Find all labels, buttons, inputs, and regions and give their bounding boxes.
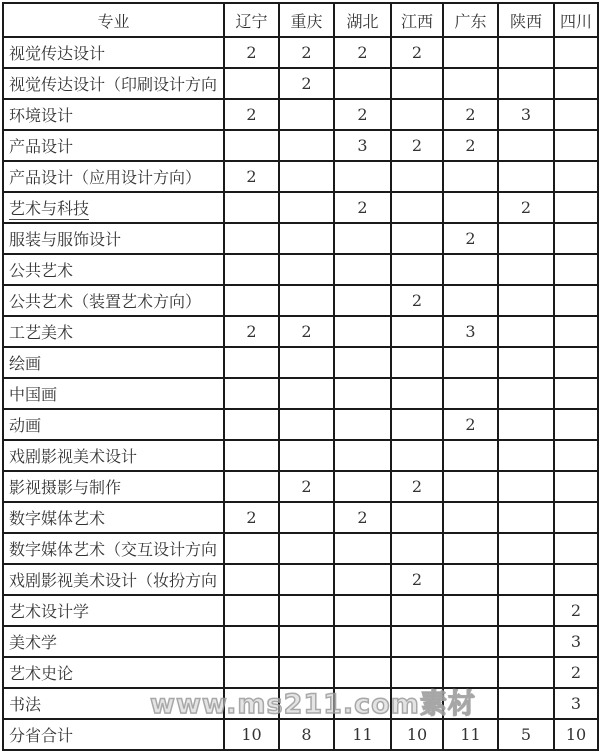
value-cell (498, 37, 554, 68)
major-cell: 美术学 (3, 626, 224, 657)
table-row (3, 502, 598, 533)
value-cell (443, 471, 498, 502)
value-cell (443, 68, 498, 99)
value-cell (498, 347, 554, 378)
table-row (3, 626, 598, 657)
value-cell (443, 626, 498, 657)
table-row (3, 68, 598, 99)
value-cell (391, 657, 443, 688)
value-cell (498, 130, 554, 161)
major-cell: 视觉传达设计 (3, 37, 224, 68)
value-cell (224, 440, 279, 471)
table-row (3, 595, 598, 626)
value-cell: 2 (443, 130, 498, 161)
value-cell (554, 99, 598, 130)
value-cell (279, 564, 334, 595)
value-cell: 2 (279, 316, 334, 347)
value-cell (279, 223, 334, 254)
table-row (3, 688, 598, 719)
table-row (3, 99, 598, 130)
table-row (3, 130, 598, 161)
value-cell (443, 688, 498, 719)
major-cell: 工艺美术 (3, 316, 224, 347)
value-cell: 10 (224, 719, 279, 750)
major-cell: 视觉传达设计（印刷设计方向 (3, 68, 224, 99)
value-cell (224, 254, 279, 285)
value-cell (391, 502, 443, 533)
table-row (3, 533, 598, 564)
value-cell (554, 285, 598, 316)
value-cell (279, 285, 334, 316)
value-cell (443, 440, 498, 471)
major-cell: 中国画 (3, 378, 224, 409)
value-cell (334, 533, 391, 564)
value-cell: 2 (279, 68, 334, 99)
value-cell: 2 (224, 161, 279, 192)
value-cell (279, 254, 334, 285)
value-cell: 5 (498, 719, 554, 750)
value-cell (554, 378, 598, 409)
value-cell (334, 347, 391, 378)
table-row (3, 378, 598, 409)
header-province-liaoning: 辽宁 (224, 3, 279, 37)
value-cell (224, 285, 279, 316)
value-cell: 2 (279, 37, 334, 68)
value-cell (443, 347, 498, 378)
value-cell (554, 37, 598, 68)
value-cell (554, 440, 598, 471)
value-cell (334, 471, 391, 502)
site-watermark: www.ms211.com素材 (150, 689, 476, 720)
table-row (3, 285, 598, 316)
value-cell: 2 (391, 285, 443, 316)
value-cell: 10 (391, 719, 443, 750)
value-cell: 2 (224, 37, 279, 68)
value-cell (391, 688, 443, 719)
table-row (3, 37, 598, 68)
value-cell (334, 254, 391, 285)
value-cell (279, 440, 334, 471)
value-cell (391, 254, 443, 285)
value-cell (498, 161, 554, 192)
value-cell: 11 (334, 719, 391, 750)
value-cell (554, 409, 598, 440)
value-cell: 2 (279, 471, 334, 502)
value-cell (554, 347, 598, 378)
header-province-jiangxi: 江西 (391, 3, 443, 37)
value-cell (498, 316, 554, 347)
value-cell (391, 161, 443, 192)
value-cell: 3 (498, 99, 554, 130)
value-cell (391, 595, 443, 626)
value-cell (224, 409, 279, 440)
value-cell: 2 (554, 657, 598, 688)
value-cell (334, 378, 391, 409)
value-cell (224, 378, 279, 409)
value-cell (554, 192, 598, 223)
value-cell (279, 595, 334, 626)
value-cell: 2 (391, 471, 443, 502)
value-cell (443, 37, 498, 68)
value-cell (498, 285, 554, 316)
value-cell (443, 285, 498, 316)
table-row (3, 192, 598, 223)
value-cell (334, 68, 391, 99)
header-province-sichuan: 四川 (554, 3, 598, 37)
major-cell: 环境设计 (3, 99, 224, 130)
major-cell: 戏剧影视美术设计 (3, 440, 224, 471)
value-cell (498, 533, 554, 564)
value-cell (498, 378, 554, 409)
value-cell (554, 223, 598, 254)
value-cell (391, 223, 443, 254)
value-cell (279, 192, 334, 223)
value-cell (334, 688, 391, 719)
value-cell (391, 533, 443, 564)
value-cell (279, 657, 334, 688)
value-cell (498, 68, 554, 99)
value-cell (279, 161, 334, 192)
major-cell: 产品设计 (3, 130, 224, 161)
value-cell (443, 502, 498, 533)
value-cell: 3 (554, 688, 598, 719)
value-cell: 3 (334, 130, 391, 161)
table-row (3, 440, 598, 471)
value-cell (554, 533, 598, 564)
value-cell (334, 161, 391, 192)
value-cell (443, 533, 498, 564)
value-cell (224, 223, 279, 254)
value-cell (498, 502, 554, 533)
value-cell (498, 254, 554, 285)
header-province-hubei: 湖北 (334, 3, 391, 37)
value-cell: 2 (334, 192, 391, 223)
major-cell: 公共艺术（装置艺术方向） (3, 285, 224, 316)
value-cell (224, 68, 279, 99)
value-cell (224, 347, 279, 378)
value-cell (224, 192, 279, 223)
value-cell: 2 (224, 99, 279, 130)
table-row (3, 409, 598, 440)
value-cell (224, 471, 279, 502)
value-cell (391, 440, 443, 471)
value-cell (224, 626, 279, 657)
value-cell (224, 595, 279, 626)
value-cell: 2 (224, 316, 279, 347)
major-cell: 戏剧影视美术设计（妆扮方向 (3, 564, 224, 595)
table-row (3, 316, 598, 347)
value-cell (443, 595, 498, 626)
value-cell: 2 (391, 37, 443, 68)
value-cell (498, 626, 554, 657)
value-cell (391, 626, 443, 657)
major-cell: 服装与服饰设计 (3, 223, 224, 254)
major-cell: 数字媒体艺术（交互设计方向 (3, 533, 224, 564)
value-cell (279, 502, 334, 533)
value-cell (391, 192, 443, 223)
major-cell: 分省合计 (3, 719, 224, 750)
major-cell: 书法 (3, 688, 224, 719)
value-cell (279, 130, 334, 161)
value-cell: 2 (554, 595, 598, 626)
value-cell (498, 440, 554, 471)
value-cell (554, 564, 598, 595)
major-cell: 艺术史论 (3, 657, 224, 688)
major-cell: 艺术设计学 (3, 595, 224, 626)
major-cell: 动画 (3, 409, 224, 440)
value-cell (391, 409, 443, 440)
table-row (3, 719, 598, 750)
value-cell (443, 161, 498, 192)
major-cell (3, 192, 224, 223)
table-row (3, 657, 598, 688)
table-row (3, 223, 598, 254)
value-cell (554, 161, 598, 192)
table-row (3, 471, 598, 502)
value-cell (443, 254, 498, 285)
value-cell (224, 533, 279, 564)
value-cell (334, 595, 391, 626)
value-cell (334, 564, 391, 595)
value-cell: 2 (498, 192, 554, 223)
value-cell: 3 (443, 316, 498, 347)
value-cell (498, 564, 554, 595)
value-cell: 8 (279, 719, 334, 750)
value-cell: 2 (334, 37, 391, 68)
value-cell (391, 378, 443, 409)
table-row (3, 564, 598, 595)
major-cell: 产品设计（应用设计方向） (3, 161, 224, 192)
value-cell: 2 (443, 99, 498, 130)
value-cell (443, 192, 498, 223)
value-cell (334, 409, 391, 440)
value-cell (334, 316, 391, 347)
value-cell (334, 626, 391, 657)
value-cell (554, 471, 598, 502)
value-cell (334, 657, 391, 688)
value-cell (443, 378, 498, 409)
value-cell (224, 564, 279, 595)
major-cell: 公共艺术 (3, 254, 224, 285)
value-cell (498, 409, 554, 440)
table-row (3, 347, 598, 378)
admission-plan-table (2, 2, 599, 751)
value-cell: 2 (391, 130, 443, 161)
table-body (3, 37, 598, 750)
value-cell (443, 564, 498, 595)
value-cell (554, 316, 598, 347)
value-cell (334, 440, 391, 471)
value-cell (224, 130, 279, 161)
value-cell (498, 223, 554, 254)
value-cell (334, 223, 391, 254)
value-cell (391, 347, 443, 378)
table-row (3, 254, 598, 285)
value-cell (554, 68, 598, 99)
value-cell: 2 (443, 223, 498, 254)
major-cell: 绘画 (3, 347, 224, 378)
value-cell (554, 254, 598, 285)
header-major: 专业 (3, 3, 224, 37)
header-province-chongqing: 重庆 (279, 3, 334, 37)
header-province-guangdong: 广东 (443, 3, 498, 37)
value-cell (498, 657, 554, 688)
value-cell (279, 626, 334, 657)
value-cell (279, 533, 334, 564)
value-cell: 2 (443, 409, 498, 440)
value-cell: 10 (554, 719, 598, 750)
value-cell (554, 502, 598, 533)
value-cell: 2 (334, 99, 391, 130)
value-cell (554, 130, 598, 161)
value-cell (279, 347, 334, 378)
value-cell (279, 688, 334, 719)
value-cell: 2 (391, 564, 443, 595)
value-cell (279, 378, 334, 409)
value-cell (334, 285, 391, 316)
header-row (3, 3, 598, 37)
value-cell (498, 471, 554, 502)
value-cell: 2 (334, 502, 391, 533)
value-cell (224, 657, 279, 688)
value-cell (224, 688, 279, 719)
value-cell (279, 99, 334, 130)
value-cell (391, 316, 443, 347)
underlined-major-label: 艺术与科技 (9, 199, 90, 218)
value-cell (391, 99, 443, 130)
value-cell (391, 68, 443, 99)
value-cell: 3 (554, 626, 598, 657)
value-cell: 11 (443, 719, 498, 750)
header-province-shaanxi: 陕西 (498, 3, 554, 37)
major-cell: 影视摄影与制作 (3, 471, 224, 502)
value-cell (279, 409, 334, 440)
table-row (3, 161, 598, 192)
value-cell (498, 595, 554, 626)
value-cell (443, 657, 498, 688)
value-cell: 2 (224, 502, 279, 533)
major-cell: 数字媒体艺术 (3, 502, 224, 533)
value-cell (498, 688, 554, 719)
